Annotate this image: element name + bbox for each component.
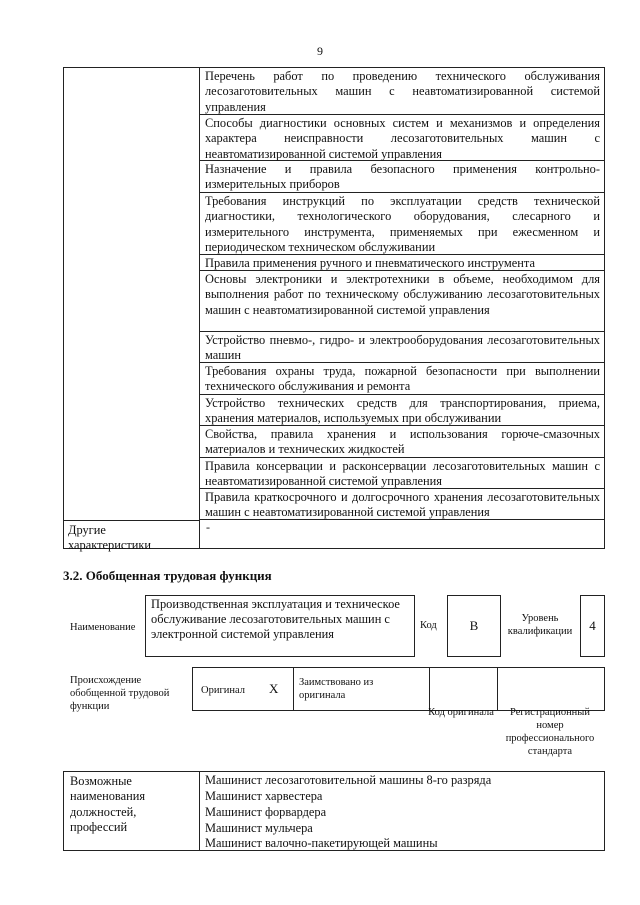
professions-table xyxy=(63,771,605,851)
knowledge-row: Основы электроники и электротехники в объеме, необходимом для выполнения работ по техническому обслуживанию лесозаготовительных машин с неавтоматизированной системой управления xyxy=(200,271,604,332)
knowledge-row: Правила консервации и расконсервации лесозаготовительных машин с неавтоматизированной системой управления xyxy=(200,458,604,489)
knowledge-row: Устройство технических средств для транспортирования, приема, хранения материалов, используемых при обслуживании xyxy=(200,395,604,426)
code-label: Код xyxy=(420,620,437,631)
original-label: Оригинал xyxy=(201,685,245,696)
profession-item: Машинист харвестера xyxy=(205,789,323,803)
borrowed-label: Заимствовано из оригинала xyxy=(299,677,374,701)
origin-row xyxy=(192,667,605,711)
reg-number-label: Регистрационный номер профессионального стандарта xyxy=(505,707,595,757)
function-name: Производственная эксплуатация и техническое обслуживание лесозаготовительных машин с электронной системой управления xyxy=(145,595,415,657)
profession-item: Машинист лесозаготовительной машины 8-го разряда xyxy=(205,773,492,787)
code-original-label: Код оригинала xyxy=(428,707,494,718)
level-value: 4 xyxy=(580,595,605,657)
other-value: - xyxy=(206,520,210,534)
knowledge-row: Назначение и правила безопасного применения контрольно-измерительных приборов xyxy=(200,161,604,193)
knowledge-table xyxy=(63,67,605,553)
divider xyxy=(429,668,430,710)
knowledge-row: Перечень работ по проведению технического обслуживания лесозаготовительных машин с неавтоматизированной системой управления xyxy=(200,68,604,115)
knowledge-row: Свойства, правила хранения и использования горюче-смазочных материалов и технических жидкостей xyxy=(200,426,604,458)
level-label: Уровень квалификации xyxy=(507,613,573,637)
code-value: B xyxy=(447,595,501,657)
original-mark: X xyxy=(269,681,279,696)
divider xyxy=(293,668,294,710)
divider xyxy=(497,668,498,710)
knowledge-row: Способы диагностики основных систем и механизмов и определения характера неисправности лесозаготовительных машин с неавтоматизированной системой управления xyxy=(200,115,604,161)
knowledge-row: Требования инструкций по эксплуатации средств технической диагностики, технологического оборудования, слесарного и измерительного инструмента, применяемых при ежесменном и периодическом техническом обслуживании xyxy=(200,193,604,255)
divider xyxy=(64,520,200,521)
other-label: Другие характеристики xyxy=(68,523,152,553)
knowledge-left-column xyxy=(64,68,200,548)
page-number: 9 xyxy=(317,44,323,58)
profession-item: Машинист мульчера xyxy=(205,821,313,835)
professions-label: Возможные наименования должностей, профессий xyxy=(64,772,200,850)
knowledge-row: Устройство пневмо-, гидро- и электрооборудования лесозаготовительных машин xyxy=(200,332,604,363)
knowledge-row: Правила краткосрочного и долгосрочного хранения лесозаготовительных машин с неавтоматизированной системой управления xyxy=(200,489,604,520)
knowledge-row: Требования охраны труда, пожарной безопасности при выполнении технического обслуживания и ремонта xyxy=(200,363,604,395)
name-label: Наименование xyxy=(70,622,136,633)
section-title: 3.2. Обобщенная трудовая функция xyxy=(63,568,272,583)
profession-item: Машинист форвардера xyxy=(205,805,327,819)
origin-label: Происхождение обобщенной трудовой функции xyxy=(70,675,170,712)
knowledge-row: Правила применения ручного и пневматического инструмента xyxy=(200,255,604,271)
profession-item: Машинист валочно-пакетирующей машины xyxy=(205,836,438,850)
